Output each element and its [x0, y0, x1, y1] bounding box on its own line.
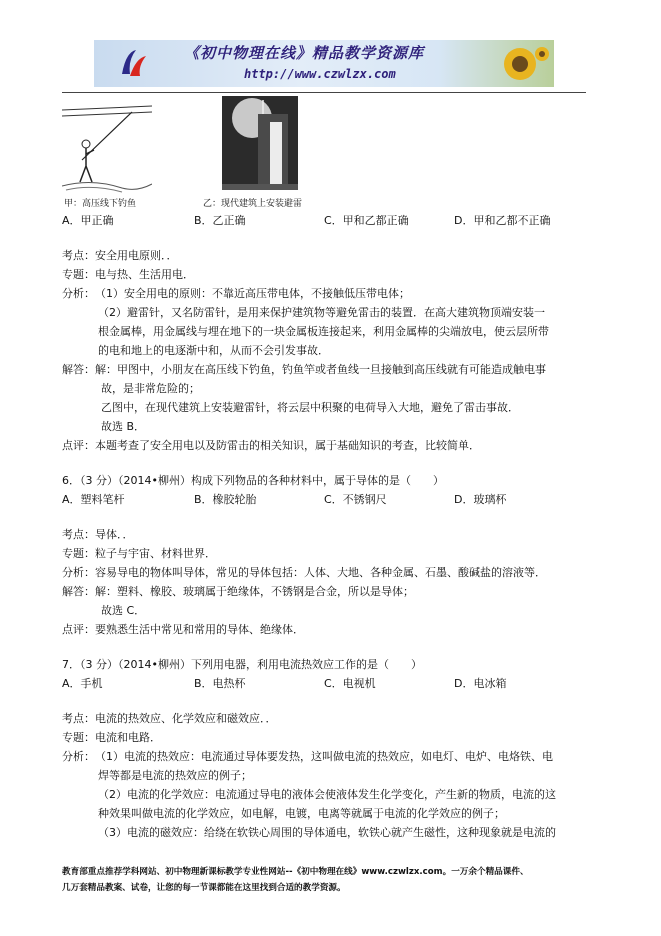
- q5-fenxi-line-4: 的电和地上的电逐渐中和，从而不会引发事故．: [98, 344, 329, 357]
- q5-fenxi-label: 分析：: [62, 287, 95, 300]
- q5-jieda-label: 解答：: [62, 363, 95, 376]
- q6-zhuanti: [62, 544, 216, 563]
- header-rule: [62, 92, 586, 93]
- q5-fenxi-line-3: 根金属棒，用金属线与埋在地下的一块金属板连接起来，利用金属棒的尖端放电，使云层所带: [98, 325, 549, 338]
- q6-fenxi-text: 容易导电的物体叫导体，常见的导体包括：人体、大地、各种金属、石墨、酸碱盐的溶液等．: [95, 566, 546, 579]
- q6-kaodian-text: 导体．．: [95, 528, 134, 541]
- q5-option-b: B．乙正确: [194, 214, 246, 227]
- q6-option-d: D．玻璃杯: [454, 493, 507, 506]
- q6-kaodian-label: 考点：: [62, 528, 95, 541]
- q6-dianping-label: 点评：: [62, 623, 95, 636]
- q5-dianping-text: 本题考查了安全用电以及防雷击的相关知识，属于基础知识的考查，比较简单．: [95, 439, 480, 452]
- q5-dianping-label: 点评：: [62, 439, 95, 452]
- q7-kaodian-text: 电流的热效应、化学效应和磁效应．．: [95, 712, 277, 725]
- q5-fenxi-line-2: （2）避雷针，又名防雷针，是用来保护建筑物等避免雷击的装置．在高大建筑物顶端安装一: [98, 306, 545, 319]
- q7-fenxi-line-1: （1）电流的热效应：电流通过导体要发热，这叫做电流的热效应，如电灯、电炉、电烙铁、电: [95, 750, 553, 763]
- q7-fenxi-line-2: 焊等都是电流的热效应的例子；: [98, 769, 252, 782]
- figure-a-caption: 甲：高压线下钓鱼: [64, 199, 137, 209]
- q7-fenxi-line-3: （2）电流的化学效应：电流通过导电的液体会使液体发生化学变化，产生新的物质，电流的这: [98, 788, 556, 801]
- footer-line-1: 教育部重点推荐学科网站、初中物理新课标教学专业性网站--《初中物理在线》www.czwlzx.com。一万余个精品课件、: [62, 867, 529, 877]
- q6-jieda: [62, 582, 414, 601]
- q7-option-d: D．电冰箱: [454, 677, 507, 690]
- q5-option-a: A．甲正确: [62, 214, 114, 227]
- q5-kaodian-text: 安全用电原则．．: [95, 249, 178, 262]
- q5-fenxi: [62, 284, 410, 303]
- q5-jieda-line-2: 故，是非常危险的；: [101, 382, 200, 395]
- q7-option-c: C．电视机: [324, 677, 376, 690]
- footer-line-2: 几万套精品教案、试卷，让您的每一节课都能在这里找到合适的教学资源。: [62, 883, 346, 893]
- q5-option-c: C．甲和乙都正确: [324, 214, 409, 227]
- q6-dianping-text: 要熟悉生活中常见和常用的导体、绝缘体．: [95, 623, 304, 636]
- figure-lightning-rod-building: [222, 96, 298, 190]
- page-footer: [62, 864, 602, 896]
- figure-fishing-under-power-line: [62, 100, 152, 196]
- q6-zhuanti-label: 专题：: [62, 547, 95, 560]
- q7-stem: 7．（3 分）（2014•柳州）下列用电器，利用电流热效应工作的是（ ）: [62, 658, 422, 671]
- q7-kaodian-label: 考点：: [62, 712, 95, 725]
- q6-jieda-line-1: 解：塑料、橡胶、玻璃属于绝缘体，不锈钢是合金，所以是导体；: [95, 585, 414, 598]
- q6-stem: 6．（3 分）（2014•柳州）构成下列物品的各种材料中，属于导体的是（ ）: [62, 474, 444, 487]
- q5-kaodian: [62, 246, 178, 265]
- q7-option-a: A．手机: [62, 677, 103, 690]
- q6-option-c: C．不锈钢尺: [324, 493, 387, 506]
- q5-zhuanti: [62, 265, 194, 284]
- q5-jieda-line-1: 解：甲图中，小朋友在高压线下钓鱼，钓鱼竿或者鱼线一旦接触到高压线就有可能造成触电事: [95, 363, 546, 376]
- q6-kaodian: [62, 525, 134, 544]
- q6-fenxi-label: 分析：: [62, 566, 95, 579]
- q5-jieda: [62, 360, 546, 379]
- header-banner: [94, 40, 554, 87]
- q5-jieda-line-3: 乙图中，在现代建筑上安装避雷针，将云层中积聚的电荷导入大地，避免了雷击事故．: [101, 401, 519, 414]
- q6-zhuanti-text: 粒子与宇宙、材料世界．: [95, 547, 216, 560]
- q5-kaodian-label: 考点：: [62, 249, 95, 262]
- q7-kaodian: [62, 709, 277, 728]
- q7-fenxi-line-4: 种效果叫做电流的化学效应，如电解，电镀，电离等就属于电流的化学效应的例子；: [98, 807, 505, 820]
- site-logo-icon: [116, 46, 150, 80]
- q5-dianping: [62, 436, 480, 455]
- sunflower-icon: [490, 42, 550, 86]
- q5-fenxi-line-1: （1）安全用电的原则：不靠近高压带电体，不接触低压带电体；: [95, 287, 410, 300]
- q6-jieda-line-2: 故选 C．: [101, 604, 146, 617]
- q6-fenxi: [62, 563, 546, 582]
- q7-zhuanti: [62, 728, 161, 747]
- q6-option-a: A．塑料笔杆: [62, 493, 125, 506]
- q5-zhuanti-text: 电与热、生活用电．: [95, 268, 194, 281]
- q6-jieda-label: 解答：: [62, 585, 95, 598]
- q6-dianping: [62, 620, 304, 639]
- q6-option-b: B．橡胶轮胎: [194, 493, 257, 506]
- q7-fenxi-line-5: （3）电流的磁效应：给绕在软铁心周围的导体通电，软铁心就产生磁性，这种现象就是电流的: [98, 826, 556, 839]
- q5-zhuanti-label: 专题：: [62, 268, 95, 281]
- q7-zhuanti-text: 电流和电路．: [95, 731, 161, 744]
- figure-b-caption: 乙：现代建筑上安装避雷: [203, 199, 303, 209]
- q7-fenxi: [62, 747, 553, 766]
- q5-option-d: D．甲和乙都不正确: [454, 214, 551, 227]
- q5-jieda-line-4: 故选 B．: [101, 420, 146, 433]
- q7-zhuanti-label: 专题：: [62, 731, 95, 744]
- banner-title: 《初中物理在线》精品教学资源库: [184, 44, 425, 62]
- banner-url[interactable]: http://www.czwlzx.com: [244, 67, 396, 81]
- q7-fenxi-label: 分析：: [62, 750, 95, 763]
- q7-option-b: B．电热杯: [194, 677, 246, 690]
